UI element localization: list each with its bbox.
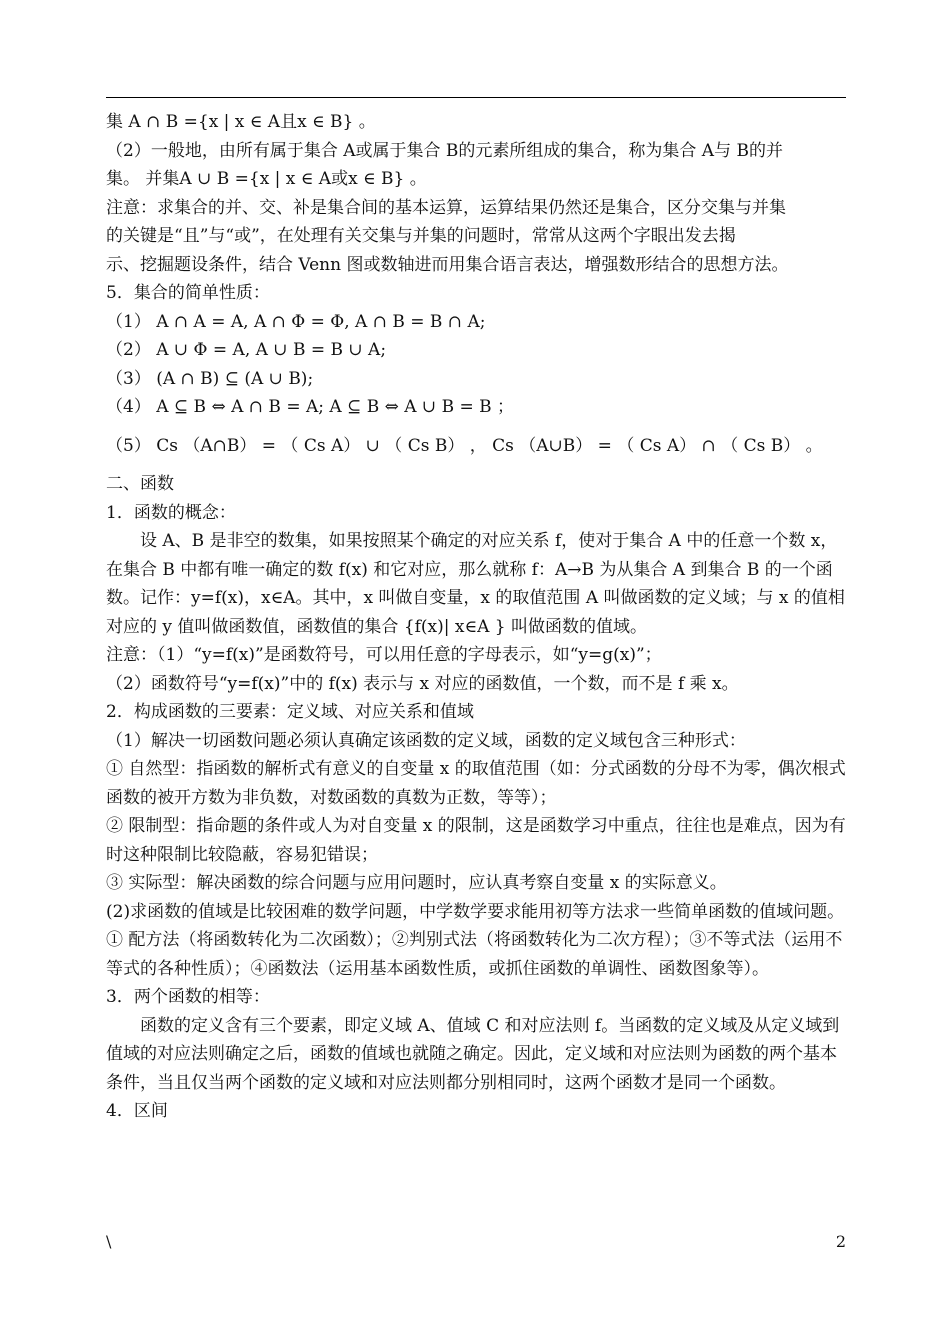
section-heading: 4．区间 xyxy=(106,1101,168,1121)
document-body xyxy=(106,108,850,1126)
section-heading: 2．构成函数的三要素：定义域、对应关系和值域 xyxy=(106,702,474,722)
text-line: （1）解决一切函数问题必须认真确定该函数的定义域，函数的定义域包含三种形式： xyxy=(106,730,746,751)
text-line: 注意：求集合的并、交、补是集合间的基本运算，运算结果仍然还是集合，区分交集与并集 xyxy=(106,197,786,218)
text-line: 注意：（1）“y=f(x)”是函数符号，可以用任意的字母表示，如“y=g(x)”； xyxy=(106,645,662,665)
paragraph: ① 配方法（将函数转化为二次函数）；②判别式法（将函数转化为二次方程）；③不等式法（运用不等式的各种性质）；④函数法（运用基本函数性质，或抓住函数的单调性、函数图象等）。 xyxy=(106,930,843,979)
section-heading: 1．函数的概念： xyxy=(106,502,236,523)
paragraph: 设 A、B 是非空的数集，如果按照某个确定的对应关系 f，使对于集合 A 中的任意一个数 x，在集合 B 中都有唯一确定的数 f(x) 和它对应，那么就称 f：A→B 为从集合 A 到集合 B 的一个函数。记作：y=f(x)，x∈A。其中，x 叫做自变量，x 的取值范围 A 叫做函数的定义域；与 x 的值相对应的 y 值叫做函数值，函数值的集合 {f(x)| x∈A } 叫做函数的值域。 xyxy=(106,531,845,637)
text-line: 集 A ∩ B ={x | x ∈ A且x ∈ B} 。 xyxy=(106,112,376,132)
property-item: （2） A ∪ Φ = A, A ∪ B = B ∪ A; xyxy=(106,340,387,360)
section-heading: 3．两个函数的相等： xyxy=(106,987,270,1007)
text-line: 的关键是“且”与“或”，在处理有关交集与并集的问题时，常常从这两个字眼出发去揭 xyxy=(106,226,736,246)
text-line: 示、挖掘题设条件，结合 Venn 图或数轴进而用集合语言表达，增强数形结合的思想方法。 xyxy=(106,254,789,275)
page-number: 2 xyxy=(835,1232,846,1251)
property-item: （5） Cs （A∩B） = （ Cs A） ∪ （ Cs B） ， Cs （A∪B） = （ Cs A） ∩ （ Cs B） 。 xyxy=(106,435,823,456)
text-line: ③ 实际型：解决函数的综合问题与应用问题时，应认真考察自变量 x 的实际意义。 xyxy=(106,873,727,893)
footer-mark: \ xyxy=(106,1232,112,1251)
text-line: （2）一般地，由所有属于集合 A或属于集合 B的元素所组成的集合，称为集合 A与 B的并 xyxy=(106,140,783,161)
property-item: （3） (A ∩ B) ⊆ (A ∪ B); xyxy=(106,368,314,389)
section-heading: 5．集合的简单性质： xyxy=(106,283,270,303)
chapter-heading: 二、函数 xyxy=(106,474,174,494)
text-line: 集。 并集A ∪ B ={x | x ∈ A或x ∈ B} 。 xyxy=(106,169,427,189)
header-rule xyxy=(106,97,846,98)
property-item: （4） A ⊆ B ⇔ A ∩ B = A; A ⊆ B ⇔ A ∪ B = B ； xyxy=(106,397,515,417)
paragraph: ② 限制型：指命题的条件或人为对自变量 x 的限制，这是函数学习中重点，往往也是难点，因为有时这种限制比较隐蔽，容易犯错误； xyxy=(106,816,846,865)
property-item: （1） A ∩ A = A, A ∩ Φ = Φ, A ∩ B = B ∩ A; xyxy=(106,311,486,332)
paragraph: ① 自然型：指函数的解析式有意义的自变量 x 的取值范围（如：分式函数的分母不为零，偶次根式函数的被开方数为非负数，对数函数的真数为正数，等等）； xyxy=(106,759,846,808)
paragraph: (2)求函数的值域是比较困难的数学问题，中学数学要求能用初等方法求一些简单函数的值域问题。 xyxy=(106,901,845,922)
text-line: （2）函数符号“y=f(x)”中的 f(x) 表示与 x 对应的函数值，一个数，而不是 f 乘 x。 xyxy=(106,673,739,694)
paragraph: 函数的定义含有三个要素，即定义域 A、值域 C 和对应法则 f。当函数的定义域及从定义域到值域的对应法则确定之后，函数的值域也就随之确定。因此，定义域和对应法则为函数的两个基本条件，当且仅当两个函数的定义域和对应法则都分别相同时，这两个函数才是同一个函数。 xyxy=(106,1015,840,1093)
